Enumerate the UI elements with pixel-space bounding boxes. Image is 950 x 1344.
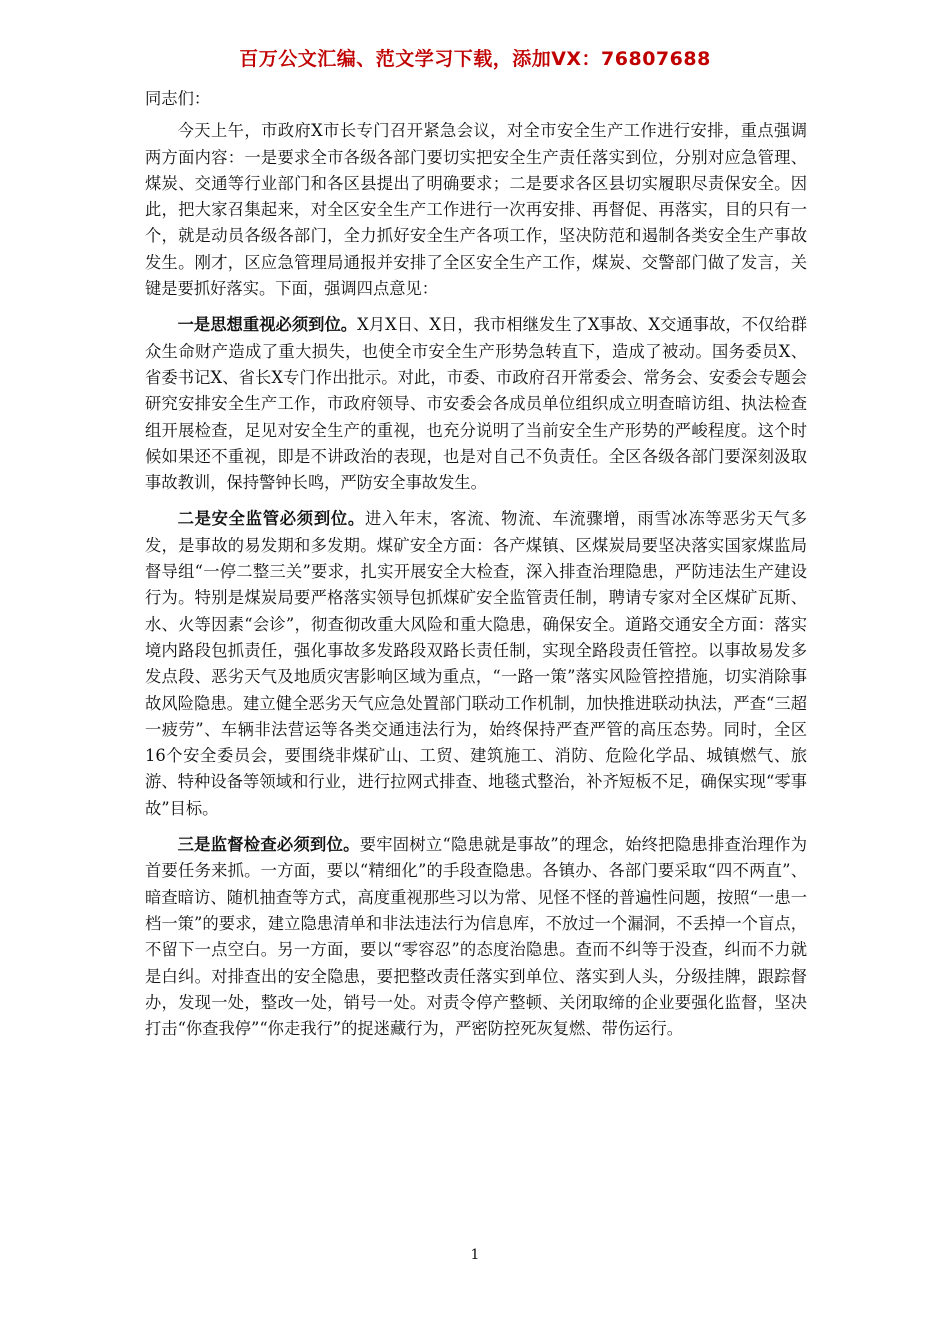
paragraph-point-3: [145, 832, 807, 1042]
paragraph-point-1-heading: 一是思想重视必须到位。: [177, 315, 358, 335]
salutation: 同志们：: [145, 89, 211, 108]
paragraph-point-3-body: 要牢固树立“隐患就是事故”的理念，始终把隐患排查治理作为首要任务来抓。一方面，要以“精细化”的手段查隐患。各镇办、各部门要采取“四不两直”、暗查暗访、随机抽查等方式，高度重视那些习以为常、见怪不怪的普遍性问题，按照“一患一档一策”的要求，建立隐患清单和非法违法行为信息库，不放过一个漏洞，不丢掉一个盲点，不留下一点空白。另一方面，要以“零容忍”的态度治隐患。查而不纠等于没查，纠而不力就是白纠。对排查出的安全隐患，要把整改责任落实到单位、落实到人头，分级挂牌，跟踪督办，发现一处，整改一处，销号一处。对责令停产整顿、关闭取缔的企业要强化监督，坚决打击“你查我停”“你走我行”的捉迷藏行为，严密防控死灰复燃、带伤运行。: [145, 835, 807, 1039]
paragraph-intro-body: 今天上午，市政府X市长专门召开紧急会议，对全市安全生产工作进行安排，重点强调两方面内容：一是要求全市各级各部门要切实把安全生产责任落实到位，分别对应急管理、煤炭、交通等行业部门和各区县提出了明确要求；二是要求各区县切实履职尽责保安全。因此，把大家召集起来，对全区安全生产工作进行一次再安排、再督促、再落实，目的只有一个，就是动员各级各部门，全力抓好安全生产各项工作，坚决防范和遏制各类安全生产事故发生。刚才，区应急管理局通报并安排了全区安全生产工作，煤炭、交警部门做了发言，关键是要抓好落实。下面，强调四点意见：: [145, 121, 807, 299]
promo-header: 百万公文汇编、范文学习下载，添加VX：76807688: [239, 48, 711, 70]
paragraph-point-3-heading: 三是监督检查必须到位。: [177, 835, 360, 855]
document-body: [145, 86, 807, 1052]
page-number: 1: [470, 1247, 480, 1263]
paragraph-point-1: [145, 312, 807, 496]
paragraph-point-1-body: X月X日、X日，我市相继发生了X事故、X交通事故，不仅给群众生命财产造成了重大损失，也使全市安全生产形势急转直下，造成了被动。国务委员X、省委书记X、省长X专门作出批示。对此，市委、市政府召开常委会、常务会、安委会专题会研究安排安全生产工作，市政府领导、市安委会各成员单位组织成立明查暗访组、执法检查组开展检查，足见对安全生产的重视，也充分说明了当前安全生产形势的严峻程度。这个时候如果还不重视，即是不讲政治的表现，也是对自己不负责任。全区各级各部门要深刻汲取事故教训，保持警钟长鸣，严防安全事故发生。: [145, 315, 807, 493]
paragraph-point-2-body: 进入年末，客流、物流、车流骤增，雨雪冰冻等恶劣天气多发，是事故的易发期和多发期。煤矿安全方面：各产煤镇、区煤炭局要坚决落实国家煤监局督导组“一停二整三关”要求，扎实开展安全大检查，深入排查治理隐患，严防违法生产建设行为。特别是煤炭局要严格落实领导包抓煤矿安全监管责任制，聘请专家对全区煤矿瓦斯、水、火等因素“会诊”，彻查彻改重大风险和重大隐患，确保安全。道路交通安全方面：落实境内路段包抓责任，强化事故多发路段双路长责任制，实现全路段责任管控。以事故易发多发点段、恶劣天气及地质灾害影响区域为重点，“一路一策”落实风险管控措施，切实消除事故风险隐患。建立健全恶劣天气应急处置部门联动工作机制，加快推进联动执法，严查“三超一疲劳”、车辆非法营运等各类交通违法行为，始终保持严查严管的高压态势。同时，全区16个安全委员会，要围绕非煤矿山、工贸、建筑施工、消防、危险化学品、城镇燃气、旅游、特种设备等领域和行业，进行拉网式排查、地毯式整治，补齐短板不足，确保实现“零事故”目标。: [145, 509, 807, 818]
paragraph-point-2: [145, 506, 807, 822]
paragraph-intro: [145, 118, 807, 302]
paragraph-point-2-heading: 二是安全监管必须到位。: [177, 509, 365, 529]
